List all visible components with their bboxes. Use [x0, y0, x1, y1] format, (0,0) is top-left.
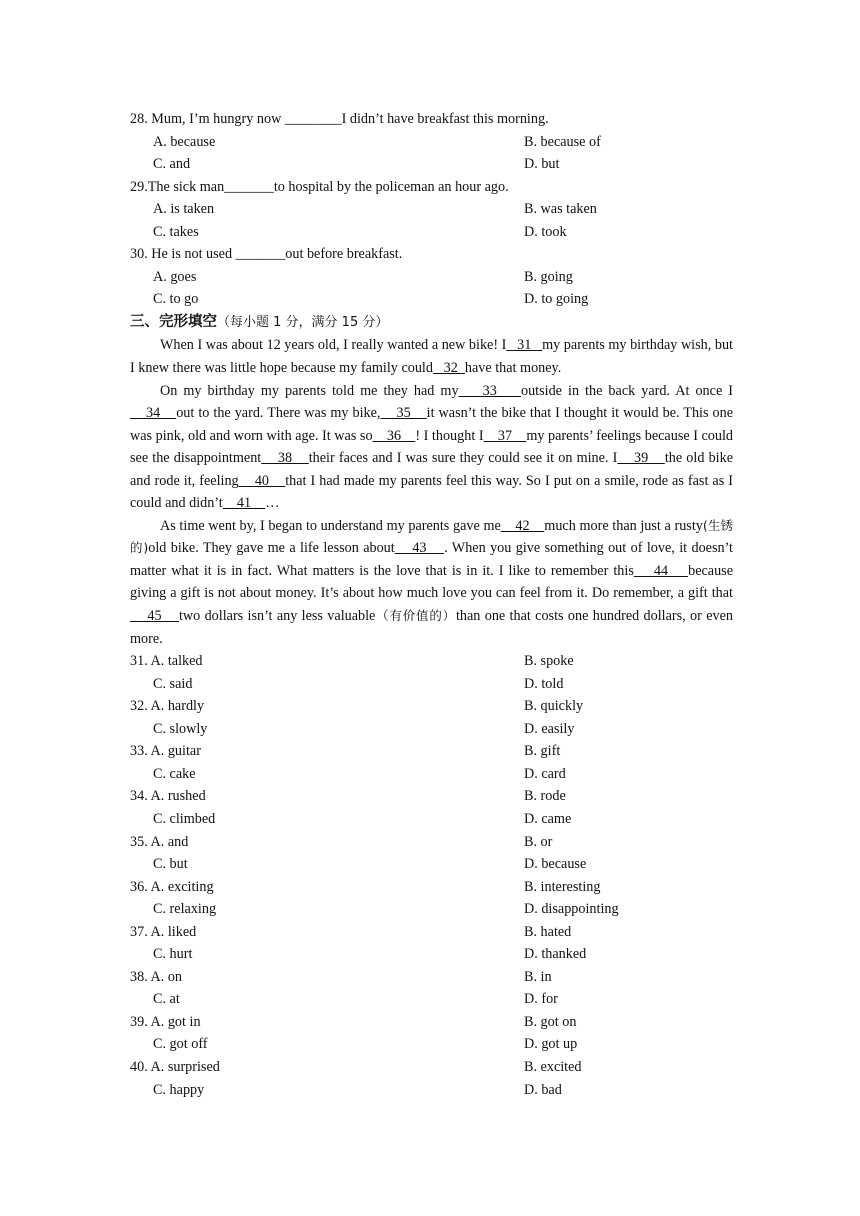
blank-43: 43	[394, 540, 445, 557]
option-row	[130, 943, 733, 966]
option-row	[130, 650, 733, 673]
option-d: D. bad	[524, 1081, 562, 1098]
passage-text: As time went by, I began to understand my parents gave me	[160, 517, 501, 534]
option-a: 40. A. surprised	[130, 1058, 220, 1075]
option-a: 31. A. talked	[130, 653, 203, 670]
option-c: C. at	[153, 991, 180, 1008]
section-heading	[130, 311, 733, 335]
option-d: D. easily	[524, 720, 575, 737]
option-d: D. thanked	[524, 946, 587, 963]
option-d: D. told	[524, 675, 564, 692]
blank-35: 35	[380, 405, 427, 422]
q29-option-b: B. was taken	[524, 201, 597, 218]
passage-text: outside in the back yard. At once I	[520, 382, 733, 399]
option-c: C. relaxing	[153, 901, 217, 918]
blank-37: 37	[483, 427, 527, 444]
question-29-stem	[130, 176, 733, 199]
option-b: B. spoke	[524, 653, 574, 670]
question-30-options-row1	[130, 266, 733, 289]
option-c: C. climbed	[153, 810, 216, 827]
option-a: 34. A. rushed	[130, 788, 206, 805]
passage-text: than one that costs one hundred dollars, or even more.	[130, 608, 734, 647]
q28-blank: ________	[284, 111, 342, 127]
blank-41: 41	[222, 495, 266, 512]
passage-text: have that money.	[464, 360, 562, 377]
option-a: 32. A. hardly	[130, 698, 205, 715]
option-c: C. slowly	[153, 720, 208, 737]
passage-paragraph-3	[130, 515, 733, 650]
option-row	[130, 1079, 733, 1102]
option-d: D. got up	[524, 1036, 578, 1053]
option-row	[130, 853, 733, 876]
passage-text: old bike. They gave me a life lesson about	[148, 540, 395, 557]
passage-text: my parents my birthday wish, but I knew there was little hope because my family could	[130, 337, 734, 377]
option-b: B. in	[524, 968, 552, 985]
q29-text-a: 29.The sick man	[130, 178, 225, 195]
option-b: B. rode	[524, 788, 566, 805]
option-row	[130, 921, 733, 944]
blank-36: 36	[372, 427, 416, 444]
option-a: 33. A. guitar	[130, 743, 201, 760]
passage-text: the old bike and rode it, feeling	[130, 450, 734, 489]
passage-paragraph-2	[130, 380, 733, 515]
q28-text-b: I didn’t have breakfast this morning.	[341, 111, 549, 127]
blank-38: 38	[261, 450, 309, 467]
question-29-options-row1	[130, 198, 733, 221]
option-c: C. but	[153, 856, 188, 873]
option-b: B. hated	[524, 923, 572, 940]
q28-option-b: B. because of	[524, 133, 601, 150]
passage-text: much more than just a rusty	[544, 517, 703, 534]
passage-text: that I had made my parents feel this way. So I put on a smile, rode as fast as I could and didn’t	[130, 472, 734, 512]
passage-text: it wasn’t the bike that I thought it would be. This one was pink, old and worn with age. It was so	[130, 405, 733, 444]
q30-text-a: 30. He is not used	[130, 246, 236, 263]
option-row	[130, 740, 733, 763]
passage-text: . When you give something out of love, it doesn’t matter what it is in fact. What matters is the love that is in it. I like to remember this	[130, 540, 733, 579]
option-c: C. said	[153, 675, 193, 692]
q28-text-a: 28. Mum, I’m hungry now	[130, 111, 285, 127]
question-30-options-row2	[130, 288, 733, 311]
passage-text: ! I thought I	[415, 427, 484, 444]
option-c: C. happy	[153, 1081, 205, 1098]
option-b: B. or	[524, 833, 553, 850]
q30-option-c: C. to go	[153, 291, 199, 308]
option-d: D. card	[524, 765, 566, 782]
question-28-options-row1	[130, 131, 733, 154]
passage-text: …	[265, 495, 280, 512]
passage-text: two dollars isn’t any less valuable	[178, 608, 376, 625]
option-b: B. quickly	[524, 698, 584, 715]
passage-text: my parents’ feelings because I could see the disappointment	[130, 427, 734, 467]
option-row	[130, 966, 733, 989]
q29-option-c: C. takes	[153, 223, 199, 240]
blank-42: 42	[500, 517, 545, 534]
q30-option-d: D. to going	[524, 291, 589, 308]
option-row	[130, 1033, 733, 1056]
option-row	[130, 1056, 733, 1079]
option-row	[130, 876, 733, 899]
passage-paragraph-1	[130, 334, 733, 379]
option-d: D. disappointing	[524, 901, 619, 918]
option-row	[130, 808, 733, 831]
q29-option-d: D. took	[524, 223, 567, 240]
option-a: 38. A. on	[130, 968, 183, 985]
passage-text: because giving a gift is not about money. It’s about how much love you can feel from it. Do remember, a gift that	[130, 562, 733, 602]
q30-text-b: out before breakfast.	[285, 246, 403, 263]
option-row	[130, 898, 733, 921]
option-b: B. interesting	[524, 878, 601, 895]
blank-44: 44	[633, 562, 689, 579]
option-c: C. got off	[153, 1036, 208, 1053]
q30-blank: _______	[235, 246, 286, 263]
option-a: 36. A. exciting	[130, 878, 214, 895]
option-a: 39. A. got in	[130, 1013, 201, 1030]
option-row	[130, 695, 733, 718]
option-row	[130, 763, 733, 786]
blank-31: 31	[506, 337, 543, 354]
q30-option-a: A. goes	[153, 268, 197, 285]
option-row	[130, 718, 733, 741]
blank-34: 34	[130, 405, 177, 422]
option-row	[130, 1011, 733, 1034]
option-b: B. got on	[524, 1013, 577, 1030]
option-b: B. excited	[524, 1058, 582, 1075]
question-28-stem	[130, 108, 733, 131]
blank-33: 33	[458, 382, 521, 399]
q28-option-c: C. and	[153, 156, 191, 173]
section-title: 三、完形填空	[130, 313, 217, 330]
option-b: B. gift	[524, 743, 561, 760]
q28-option-a: A. because	[153, 133, 216, 150]
option-a: 37. A. liked	[130, 923, 197, 940]
option-c: C. hurt	[153, 946, 193, 963]
chinese-gloss: （有价值的）	[375, 608, 456, 624]
option-d: D. because	[524, 856, 587, 873]
exam-page	[130, 108, 733, 1101]
section-scoring-note: （每小题 1 分，满分 15 分）	[217, 314, 389, 330]
option-a: 35. A. and	[130, 833, 189, 850]
option-row	[130, 831, 733, 854]
q30-option-b: B. going	[524, 268, 573, 285]
q29-blank: _______	[224, 178, 274, 195]
blank-32: 32	[432, 360, 465, 377]
passage-text: When I was about 12 years old, I really wanted a new bike! I	[160, 337, 507, 354]
option-d: D. came	[524, 810, 572, 827]
blank-45: 45	[130, 608, 179, 625]
q28-option-d: D. but	[524, 156, 560, 173]
passage-text: On my birthday my parents told me they had my	[160, 382, 459, 399]
question-28-options-row2	[130, 153, 733, 176]
option-row	[130, 988, 733, 1011]
option-row	[130, 785, 733, 808]
question-30-stem	[130, 243, 733, 266]
passage-text: out to the yard. There was my bike,	[176, 405, 381, 422]
q29-text-b: to hospital by the policeman an hour ago.	[273, 178, 509, 195]
option-row	[130, 673, 733, 696]
q29-option-a: A. is taken	[153, 201, 215, 218]
chinese-gloss: (生锈的)	[130, 517, 733, 556]
blank-39: 39	[617, 450, 665, 467]
option-d: D. for	[524, 991, 558, 1008]
passage-text: their faces and I was sure they could see it on mine. I	[308, 450, 618, 467]
question-29-options-row2	[130, 221, 733, 244]
blank-40: 40	[238, 472, 286, 489]
cloze-options	[130, 650, 733, 1101]
option-c: C. cake	[153, 765, 196, 782]
